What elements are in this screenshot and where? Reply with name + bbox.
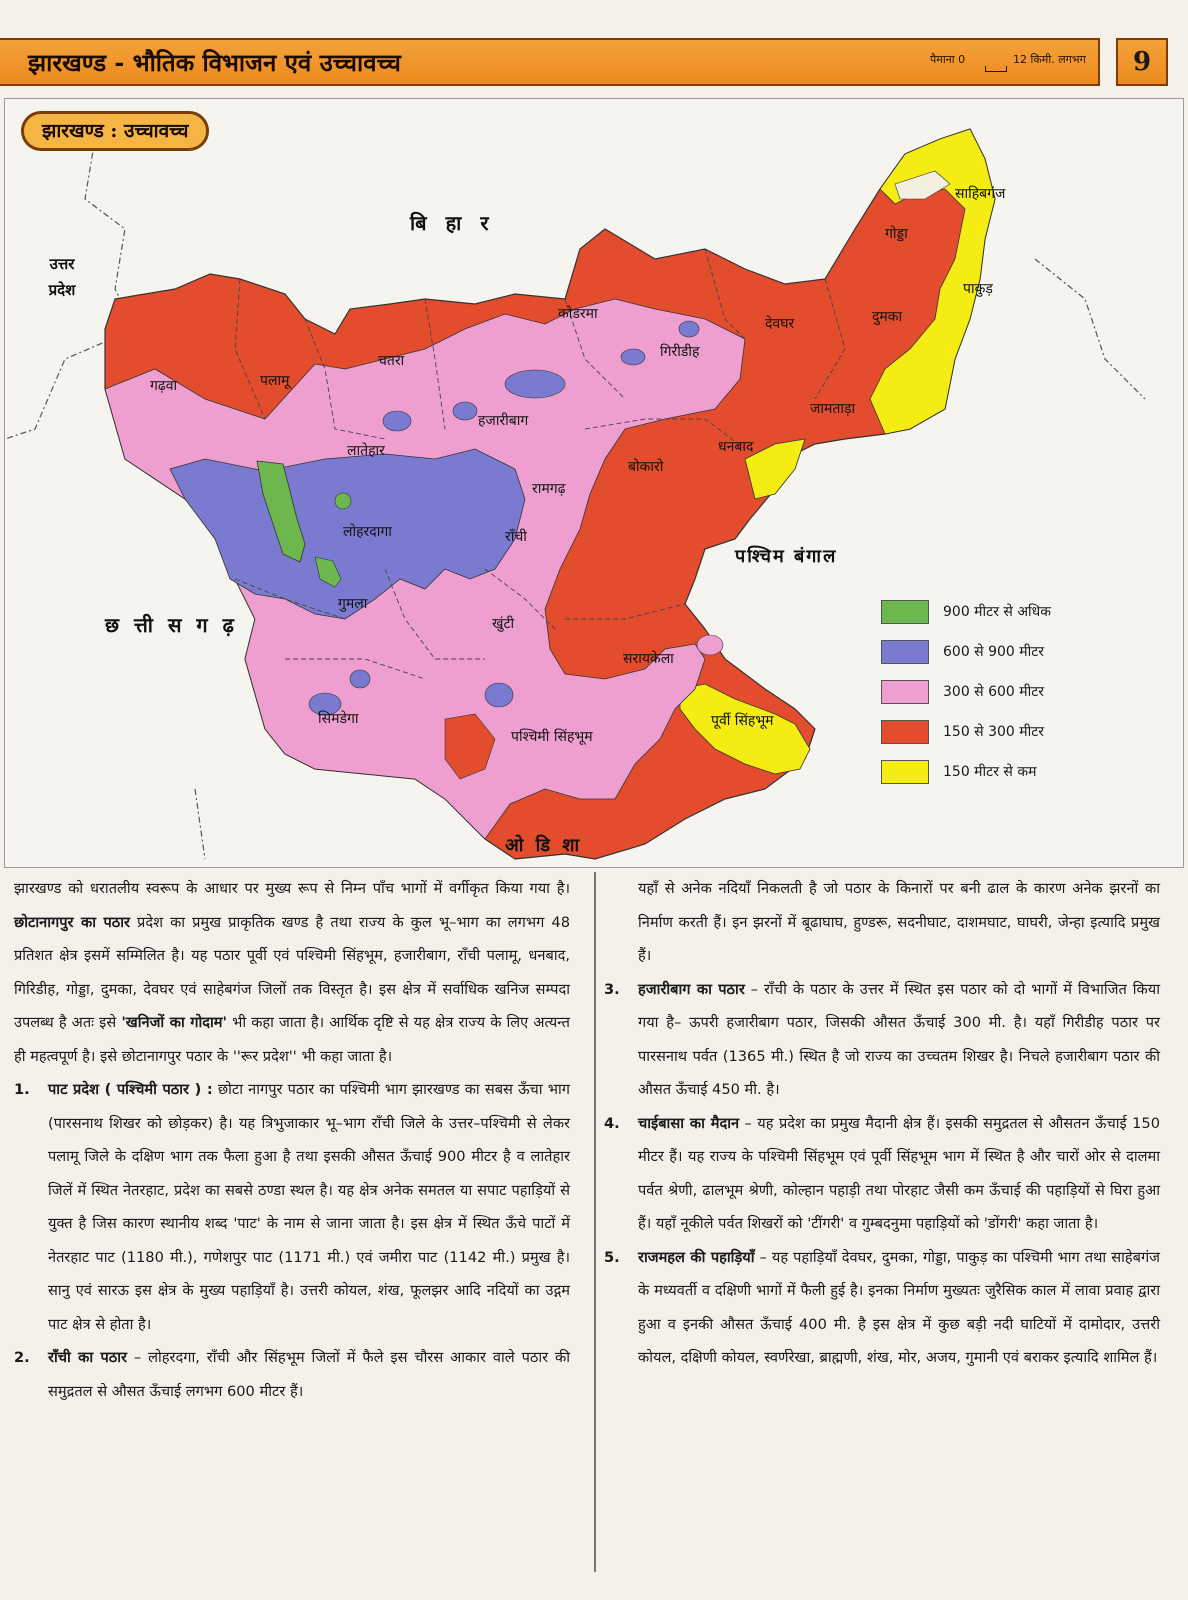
- list-item-number: 1.: [14, 1081, 30, 1098]
- label-chhattisgarh: छ त्ती स ग ढ़: [105, 613, 238, 637]
- label-koderma: कोडरमा: [558, 306, 598, 322]
- list-item-title: चाईबासा का मैदान: [638, 1114, 740, 1132]
- label-giridih: गिरीडीह: [660, 344, 700, 360]
- legend-label: 900 मीटर से अधिक: [943, 604, 1051, 620]
- region-600-900m-latehar: [383, 411, 411, 431]
- intro-text-2: प्रदेश का प्रमुख प्राकृतिक खण्ड है तथा राज्य के कुल भू–भाग का लगभग 48 प्रतिशत क्षेत्र इसमें सम्मिलित है। यह पठार पूर्वी एवं पश्चिमी सिंहभूम, हजारीबाग, राँची पलामू, धनबाद, गिरिडीह, गोड्डा, दुमका, देवघर एवं साहेबगंज जिलों तक विस्तृत है। इस क्षेत्र में सर्वाधिक खनिज सम्पदा उपलब्ध है अतः इसे: [14, 913, 570, 1031]
- label-khunti: खुंटी: [492, 616, 515, 632]
- list-item-2: [14, 1341, 570, 1408]
- list-item-body: – यह प्रदेश का प्रमुख मैदानी क्षेत्र हैं। इसकी समुद्रतल से औसतन ऊँचाई 150 मीटर हैं। यह राज्य के पश्चिमी सिंहभूम एवं पूर्वी सिंहभूम भाग में स्थित है और चारों ओर से दालमा पर्वत श्रेणी, ढालभूम श्रेणी, कोल्हान पहाड़ी तथा पोरहाट जैसी कम ऊँचाई की पहाड़ियों से घिरा हुआ हैं। यहाँ नूकीले पर्वत शिखरों को 'टींगरी' व गुम्बदनुमा पहाड़ियों को 'डोंगरी' कहा जाता है।: [638, 1114, 1160, 1232]
- list-item-1: [14, 1073, 570, 1341]
- region-600-900m-simdega2: [350, 670, 370, 688]
- label-simdega: सिमडेगा: [318, 711, 359, 727]
- label-dhanbad: धनबाद: [718, 439, 754, 455]
- list-item-5: [604, 1241, 1160, 1375]
- region-600-900m-giridih2: [679, 321, 699, 337]
- label-pakur: पाकुड़: [963, 281, 993, 297]
- legend-label: 600 से 900 मीटर: [943, 644, 1045, 660]
- region-300-600m-saraikela: [697, 635, 723, 655]
- legend-label: 150 मीटर से कम: [943, 764, 1037, 780]
- list-item-title: राँची का पठार: [48, 1349, 127, 1366]
- relief-map-svg: [5, 99, 1184, 868]
- label-palamu: पलामू: [260, 373, 290, 389]
- intro-text-3: भी कहा जाता है। आर्थिक दृष्टि से यह क्षेत्र राज्य के लिए अत्यन्त ही महत्वपूर्ण है। इसे छोटानागपुर पठार के ''रूर प्रदेश'' भी कहा जाता है।: [14, 1014, 570, 1065]
- label-deoghar: देवघर: [765, 316, 795, 332]
- boundary-cg-odisha: [195, 789, 205, 859]
- label-jamtara: जामताड़ा: [810, 401, 856, 417]
- list-item-3: [604, 973, 1160, 1107]
- label-godda: गोड्डा: [885, 226, 908, 242]
- legend-swatch: [881, 680, 929, 704]
- list-item-4: [604, 1107, 1160, 1241]
- label-odisha: ओ डि शा: [505, 835, 583, 856]
- list-item-2-continued: [604, 872, 1160, 973]
- label-latehar: लातेहार: [347, 443, 385, 459]
- list-item-number: 5.: [604, 1248, 620, 1266]
- region-600-900m-hz2: [453, 402, 477, 420]
- text-column-left: [14, 872, 570, 1408]
- label-lohardaga: लोहरदागा: [343, 524, 392, 540]
- legend-swatch: [881, 760, 929, 784]
- label-bihar: बि हा र: [410, 211, 495, 235]
- column-divider: [594, 872, 596, 1572]
- region-600-900m-giridih: [621, 349, 645, 365]
- list-item-title: पाट प्रदेश ( पश्चिमी पठार ) :: [48, 1081, 213, 1098]
- list-item-body: – यह पहाड़ियाँ देवघर, दुमका, गोड्डा, पाकुड़ का पश्चिमी भाग तथा साहेबगंज के मध्यवर्ती व दक्षिणी भागों में फैली हुई है। इनका निर्माण मुख्यतः जुरैसिक काल में लावा प्रवाह द्वारा हुआ व इनकी औसत ऊँचाई 400 मी. है इस क्षेत्र में कुछ बड़ी नदी घाटियों में दामोदार, उत्तरी कोयल, दक्षिणी कोयल, स्वर्णरेखा, ब्राह्मणी, शंख, मोर, अजय, गुमानी एवं बराकर इत्यादि शामिल हैं।: [638, 1248, 1160, 1366]
- page-number: 9: [1116, 38, 1168, 86]
- text-section: [0, 872, 1188, 1600]
- page-header: [0, 38, 1188, 94]
- map-scale-value: 12 किमी. लगभग: [1013, 53, 1086, 66]
- map-scale-label: पैमाना 0: [930, 53, 966, 66]
- region-above-900m-3: [335, 493, 351, 509]
- legend-swatch: [881, 600, 929, 624]
- label-saraikela: सरायकेला: [623, 651, 674, 667]
- list-item-number: 2.: [14, 1349, 30, 1366]
- label-ranchi: राँची: [505, 529, 527, 545]
- intro-bold: छोटानागपुर का पठार: [14, 913, 130, 931]
- page-title: झारखण्ड - भौतिक विभाजन एवं उच्चावच्च: [28, 48, 401, 77]
- intro-bold-2: 'खनिजों का गोदाम': [121, 1014, 227, 1031]
- region-600-900m-w-singhbhum: [485, 683, 513, 707]
- list-item-number: 4.: [604, 1114, 620, 1132]
- region-600-900m-hazaribagh: [505, 370, 565, 398]
- label-west-bengal: पश्चिम बंगाल: [735, 546, 838, 567]
- relief-map: [4, 98, 1184, 868]
- label-sahibganj: साहिबगंज: [955, 186, 1006, 202]
- header-bar: [0, 38, 1100, 86]
- label-west-singhbhum: पश्चिमी सिंहभूम: [511, 729, 593, 745]
- intro-paragraph: [14, 872, 570, 1073]
- label-gumla: गुमला: [338, 596, 368, 612]
- label-east-singhbhum: पूर्वी सिंहभूम: [711, 713, 774, 729]
- text-column-right: [604, 872, 1160, 1375]
- map-scale-bar: [985, 66, 1007, 72]
- list-item-body: – लोहरदगा, राँची और सिंहभूम जिलों में फैले इस चौरस आकार वाले पठार की समुद्रतल से औसत ऊँचाई लगभग 600 मीटर हैं।: [48, 1349, 571, 1400]
- label-chatra: चतरा: [378, 353, 405, 369]
- boundary-wb-bihar: [1035, 259, 1145, 399]
- list-item-body: – राँची के पठार के उत्तर में स्थित इस पठार को दो भागों में विभाजित किया गया है– ऊपरी हजारीबाग पठार, जिसकी औसत ऊँचाई 300 मी. है। यहाँ गिरीडीह पठार पर पारसनाथ पर्वत (1365 मी.) स्थित है जो राज्य का उच्चतम शिखर है। निचले हजारीबाग पठार की औसत ऊँचाई 450 मी. है।: [638, 980, 1160, 1098]
- label-bokaro: बोकारो: [628, 459, 664, 475]
- label-dumka: दुमका: [872, 309, 903, 325]
- legend-label: 150 से 300 मीटर: [943, 724, 1045, 740]
- label-garhwa: गढ़वा: [150, 378, 178, 394]
- list-item-title: राजमहल की पहाड़ियाँ: [638, 1248, 755, 1266]
- label-hazaribagh: हजारीबाग: [478, 413, 529, 429]
- map-title-badge: झारखण्ड : उच्चावच्च: [21, 111, 209, 151]
- list-item-body: यहाँ से अनेक नदियाँ निकलती है जो पठार के किनारों पर बनी ढाल के कारण अनेक झरनों का निर्माण करती हैं। इन झरनों में बूढाघाघ, हुण्डरू, सदनीघाट, दाशमघाट, घाघरी, जेन्हा इत्यादि प्रमुख हैं।: [638, 880, 1160, 964]
- list-item-title: हजारीबाग का पठार: [638, 980, 745, 998]
- list-item-number: 3.: [604, 980, 620, 998]
- label-ramgarh: रामगढ़: [532, 481, 566, 497]
- legend-swatch: [881, 720, 929, 744]
- intro-text: झारखण्ड को धरातलीय स्वरूप के आधार पर मुख्य रूप से निम्न पाँच भागों में वर्गीकृत किया गया है।: [14, 880, 570, 897]
- legend-swatch: [881, 640, 929, 664]
- list-item-body: छोटा नागपुर पठार का पश्चिमी भाग झारखण्ड का सबस ऊँचा भाग (पारसनाथ शिखर को छोड़कर) है। यह त्रिभुजाकार भू–भाग राँची जिले के उत्तर–पश्चिमी से लेकर पलामू जिले के दक्षिण भाग तक फैला हुआ है तथा इसकी औसत ऊँचाई 900 मीटर है व लातेहार जिलें में स्थित नेतरहाट, प्रदेश का सबसे ठण्डा स्थल है। यह क्षेत्र अनेक समतल या सपाट पहाड़ियों से युक्त है जिस कारण स्थानीय शब्द 'पाट' के नाम से जाना जाता है। इस क्षेत्र में स्थित ऊँचे पाटों में नेतरहाट पाट (1180 मी.), गणेशपुर पाट (1171 मी.) एवं जमीरा पाट (1142 मी.) प्रमुख है। सानु एवं सारऊ इस क्षेत्र के मुख्य पहाड़ियाँ है। उत्तरी कोयल, शंख, फूलझर आदि नदियों का उद्गम पाट क्षेत्र से होता है।: [48, 1081, 570, 1333]
- label-uttar-pradesh: उत्तर प्रदेश: [48, 255, 76, 299]
- legend-label: 300 से 600 मीटर: [943, 684, 1045, 700]
